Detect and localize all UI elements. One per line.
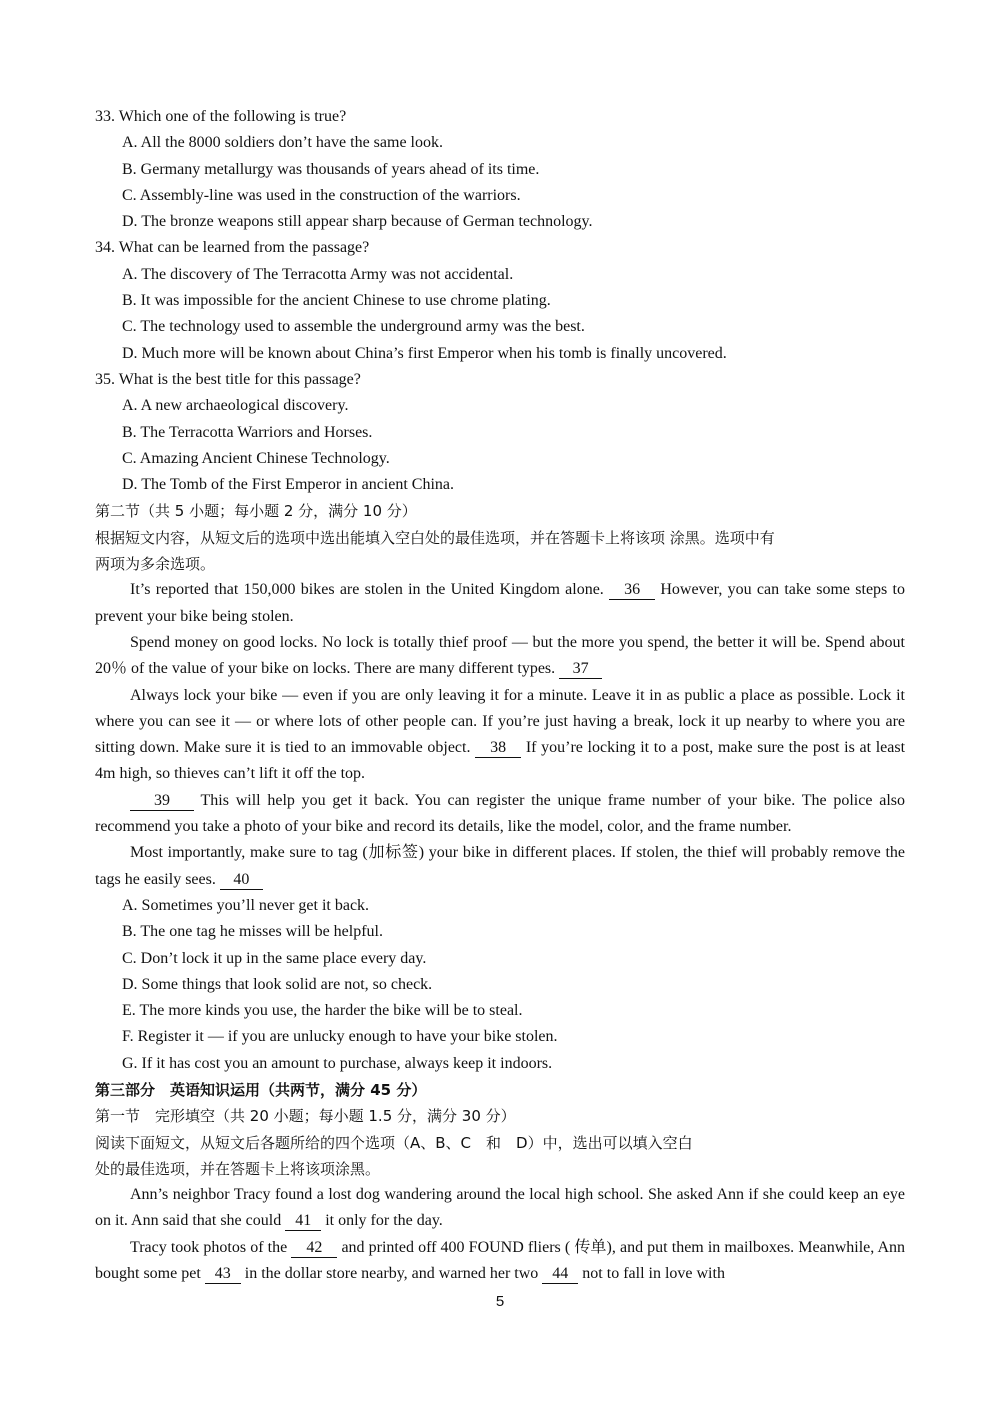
answer-blank-38: 38	[475, 739, 521, 758]
question-33-option-b: B. Germany metallurgy was thousands of years ahead of its time.	[122, 160, 540, 178]
answer-blank-42: 42	[291, 1239, 337, 1258]
passage-text: If you’re locking it to a post, make sure the post is at least 4m high, so thieves can’t lift it off the top.	[95, 739, 906, 783]
answer-option-e: E. The more kinds you use, the harder the bike will be to steal.	[122, 1002, 523, 1020]
cloze-paragraph-2	[95, 1235, 905, 1288]
passage-paragraph-2	[95, 630, 905, 683]
question-33-option-a: A. All the 8000 soldiers don’t have the same look.	[122, 134, 443, 152]
question-34-stem: 34. What can be learned from the passage?	[95, 239, 370, 257]
part-3-instruction-line-1: 阅读下面短文，从短文后各题所给的四个选项（A、B、C 和 D）中，选出可以填入空白	[95, 1133, 693, 1152]
passage-paragraph-1	[95, 577, 905, 630]
passage-text: It’s reported that 150,000 bikes are stolen in the United Kingdom alone.	[130, 581, 604, 599]
passage-text: Ann’s neighbor Tracy found a lost dog wandering around the local high school. She asked Ann if she could keep an eye on it. Ann said that she could	[95, 1186, 905, 1230]
passage-text: Tracy took photos of the	[130, 1238, 288, 1256]
answer-option-f: F. Register it — if you are unlucky enough to have your bike stolen.	[122, 1028, 558, 1046]
answer-blank-41: 41	[285, 1212, 321, 1231]
section-2-instruction-line-1: 根据短文内容，从短文后的选项中选出能填入空白处的最佳选项，并在答题卡上将该项 涂黑。选项中有	[95, 528, 775, 547]
answer-blank-40: 40	[220, 871, 263, 890]
answer-option-b: B. The one tag he misses will be helpful.	[122, 923, 383, 941]
answer-blank-44: 44	[542, 1265, 578, 1284]
question-34-option-b: B. It was impossible for the ancient Chinese to use chrome plating.	[122, 292, 551, 310]
question-35-option-b: B. The Terracotta Warriors and Horses.	[122, 423, 373, 441]
question-33-stem: 33. Which one of the following is true?	[95, 108, 347, 125]
answer-blank-39: 39	[130, 792, 194, 811]
question-34-option-a: A. The discovery of The Terracotta Army was not accidental.	[122, 265, 514, 283]
passage-paragraph-3	[95, 683, 905, 788]
exam-page	[95, 104, 905, 1287]
part-3-sub-heading: 第一节 完形填空（共 20 小题；每小题 1.5 分，满分 30 分）	[95, 1107, 516, 1126]
question-35-option-c: C. Amazing Ancient Chinese Technology.	[122, 449, 390, 467]
page-number: 5	[495, 1293, 505, 1310]
passage-text: Always lock your bike — even if you are only leaving it for a minute. Leave it in as public a place as possible. Lock it where you can see it — or where lots of other people can. If you’re just having a break, lock it up nearby to where you are sitting down. Make sure it is tied to an immovable object.	[95, 686, 905, 757]
passage-text: it only for the day.	[325, 1212, 443, 1230]
answer-option-a: A. Sometimes you’ll never get it back.	[122, 896, 370, 914]
answer-option-c: C. Don’t lock it up in the same place every day.	[122, 949, 427, 967]
passage-text: not to fall in love with	[582, 1265, 725, 1283]
passage-text: Most importantly, make sure to tag (加标签) your bike in different places. If stolen, the thief will probably remove the tags he easily sees.	[95, 844, 905, 888]
passage-text: Spend money on good locks. No lock is totally thief proof — but the more you spend, the better it will be. Spend about 20％ of the value of your bike on locks. There are many different types.	[95, 633, 905, 678]
question-34-option-c: C. The technology used to assemble the underground army was the best.	[122, 318, 585, 336]
question-33-option-d: D. The bronze weapons still appear sharp because of German technology.	[122, 213, 593, 231]
question-35-stem: 35. What is the best title for this passage?	[95, 370, 361, 388]
question-35-option-d: D. The Tomb of the First Emperor in ancient China.	[122, 476, 455, 494]
question-33-option-c: C. Assembly-line was used in the construction of the warriors.	[122, 186, 521, 204]
part-3-heading: 第三部分 英语知识运用（共两节，满分 45 分）	[95, 1080, 427, 1099]
passage-paragraph-5	[95, 840, 905, 893]
question-35-option-a: A. A new archaeological discovery.	[122, 397, 349, 415]
answer-option-g: G. If it has cost you an amount to purchase, always keep it indoors.	[122, 1054, 553, 1072]
section-2-instruction-line-2: 两项为多余选项。	[95, 555, 216, 574]
cloze-paragraph-1	[95, 1182, 905, 1235]
part-3-instruction-line-2: 处的最佳选项，并在答题卡上将该项涂黑。	[95, 1159, 381, 1178]
answer-option-d: D. Some things that look solid are not, so check.	[122, 975, 433, 993]
passage-text: in the dollar store nearby, and warned her two	[244, 1265, 539, 1283]
answer-blank-43: 43	[205, 1265, 241, 1284]
answer-blank-36: 36	[609, 581, 655, 600]
passage-text: This will help you get it back. You can register the unique frame number of your bike. The police also recommend you take a photo of your bike and record its details, like the model, color, and the frame number.	[95, 791, 905, 836]
question-34-option-d: D. Much more will be known about China’s first Emperor when his tomb is finally uncovered.	[122, 344, 727, 362]
passage-text: and printed off 400 FOUND fliers ( 传单), and put them in mailboxes. Meanwhile, Ann bought some pet	[95, 1238, 906, 1283]
passage-text: However, you can take some steps to prevent your bike being stolen.	[95, 581, 905, 625]
passage-paragraph-4	[95, 788, 905, 841]
answer-blank-37: 37	[559, 660, 602, 679]
section-2-heading: 第二节（共 5 小题；每小题 2 分，满分 10 分）	[95, 502, 417, 521]
